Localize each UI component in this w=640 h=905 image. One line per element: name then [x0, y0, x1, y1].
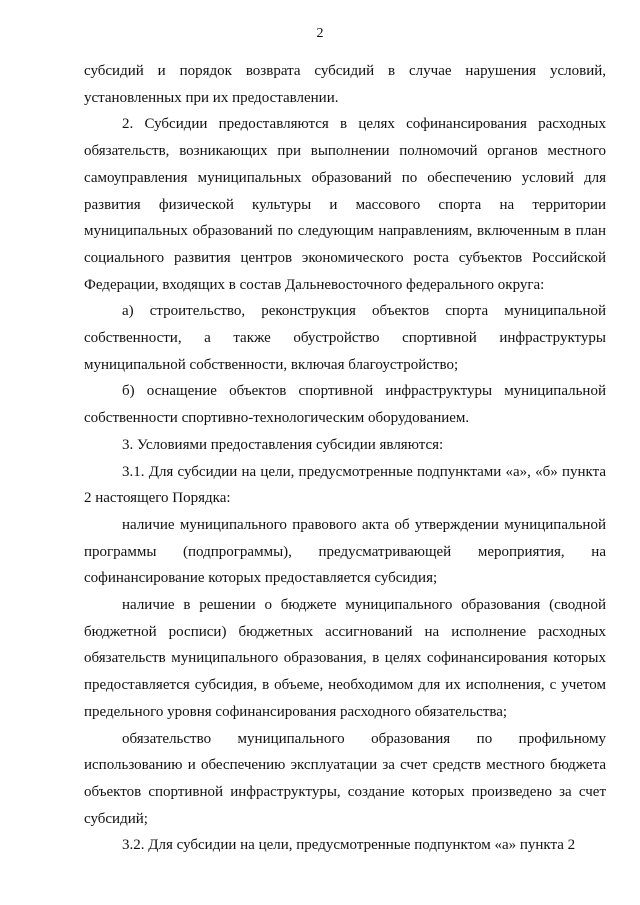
paragraph-clause-3-1: 3.1. Для субсидии на цели, предусмотренные подпунктами «а», «б» пункта 2 настоящего Порядка: — [84, 463, 606, 507]
document-body — [84, 58, 606, 859]
paragraph-condition-obligation: обязательство муниципального образования по профильному использованию и обеспечению эксплуатации за счет средств местного бюджета объектов спортивной инфраструктуры, создание которых произведено за счет субсидий; — [84, 730, 606, 827]
paragraph-clause-3: 3. Условиями предоставления субсидии являются: — [122, 436, 444, 453]
paragraph-item-a: а) строительство, реконструкция объектов спорта муниципальной собственности, а также обустройство спортивной инфраструктуры муниципальной собственности, включая благоустройство; — [84, 303, 606, 373]
paragraph-condition-program: наличие муниципального правового акта об утверждении муниципальной программы (подпрограммы), предусматривающей мероприятия, на софинансирование которых предоставляется субсидия; — [84, 516, 606, 587]
paragraph-clause-3-2: 3.2. Для субсидии на цели, предусмотренные подпунктом «а» пункта 2 — [122, 837, 576, 854]
paragraph-condition-budget: наличие в решении о бюджете муниципального образования (сводной бюджетной росписи) бюджетных ассигнований на исполнение расходных обязательств муниципального образования, в целях софинансирования которых предоставляется субсидия, в объеме, необходимом для их исполнения, с учетом предельного уровня софинансирования расходного обязательства; — [84, 597, 606, 720]
paragraph-clause-2: 2. Субсидии предоставляются в целях софинансирования расходных обязательств, возникающих при выполнении полномочий органов местного самоуправления муниципальных образований по обеспечению условий для развития физической культуры и массового спорта на территории муниципальных образований по следующим направлениям, включенным в план социального развития центров экономического роста субъектов Российской Федерации, входящих в состав Дальневосточного федерального округа: — [84, 116, 606, 293]
paragraph-item-b: б) оснащение объектов спортивной инфраструктуры муниципальной собственности спортивно-технологическим оборудованием. — [84, 383, 606, 427]
page-number: 2 — [316, 26, 324, 41]
paragraph-continuation: субсидий и порядок возврата субсидий в случае нарушения условий, установленных при их предоставлении. — [84, 63, 606, 106]
